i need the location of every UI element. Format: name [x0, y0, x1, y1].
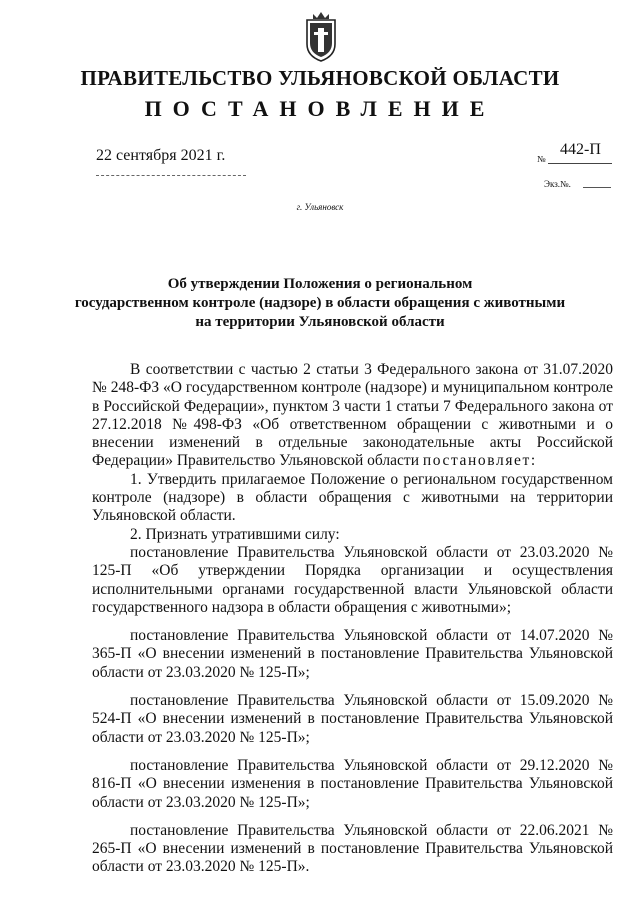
preamble-text: В соответствии с частью 2 статьи 3 Федерального закона от 31.07.2020 № 248-ФЗ «О государственном контроле (надзоре) и муниципальном контроле в Российской Федерации», пунктом 3 части 1 статьи 7 Федерального закона от 27.12.2018 №498-ФЗ «Об ответственном обращении с животными и о внесении изменений в отдельные законодательные акты Российской Федерации» Правительство Ульяновской области: [92, 361, 613, 470]
copy-number-label: Экз.№.: [544, 179, 571, 189]
repealed-act: постановление Правительства Ульяновской области от 22.06.2021 № 265-П «О внесении изменений в постановление Правительства Ульяновской области от 23.03.2020 № 125-П».: [92, 821, 613, 876]
item-1: 1. Утвердить прилагаемое Положение о региональном государственном контроле (надзоре) в области обращения с животными на территории Ульяновской области.: [92, 470, 613, 525]
subject-line: Об утверждении Положения о региональном: [167, 276, 473, 292]
date-underline: [96, 175, 246, 176]
city: г. Ульяновск: [296, 202, 344, 212]
document-subject: [60, 275, 580, 332]
number-underline: [548, 163, 612, 164]
subject-line: государственном контроле (надзоре) в области обращения с животными: [74, 295, 566, 311]
copy-number-underline: [583, 187, 611, 188]
document-body: [92, 361, 613, 877]
subject-line: на территории Ульяновской области: [195, 314, 445, 330]
repealed-act: постановление Правительства Ульяновской области от 15.09.2020 № 524-П «О внесении изменений в постановление Правительства Ульяновской области от 23.03.2020 № 125-П»;: [92, 692, 613, 746]
government-title: ПРАВИТЕЛЬСТВО УЛЬЯНОВСКОЙ ОБЛАСТИ: [80, 66, 560, 90]
repealed-act: постановление Правительства Ульяновской области от 29.12.2020 № 816-П «О внесении изменения в постановление Правительства Ульяновской области от 23.03.2020 № 125-П»;: [92, 756, 613, 811]
coat-of-arms-emblem: [303, 10, 339, 64]
item-2: 2. Признать утратившими силу:: [130, 525, 340, 543]
decree-word: постановляет:: [422, 452, 537, 470]
repealed-act: постановление Правительства Ульяновской области от 23.03.2020 № 125-П «Об утверждении Порядка организации и осуществления исполнительными органами государственной власти Ульяновской области государственного надзора в области обращения с животными»;: [92, 543, 613, 616]
number-label: №: [537, 154, 546, 164]
repealed-act: постановление Правительства Ульяновской области от 14.07.2020 № 365-П «О внесении изменений в постановление Правительства Ульяновской области от 23.03.2020 № 125-П»;: [92, 627, 613, 681]
document-type: ПОСТАНОВЛЕНИЕ: [144, 96, 496, 121]
document-date: 22 сентября 2021 г.: [96, 147, 226, 164]
preamble-paragraph: [92, 361, 613, 471]
document-number: 442-П: [560, 141, 601, 158]
